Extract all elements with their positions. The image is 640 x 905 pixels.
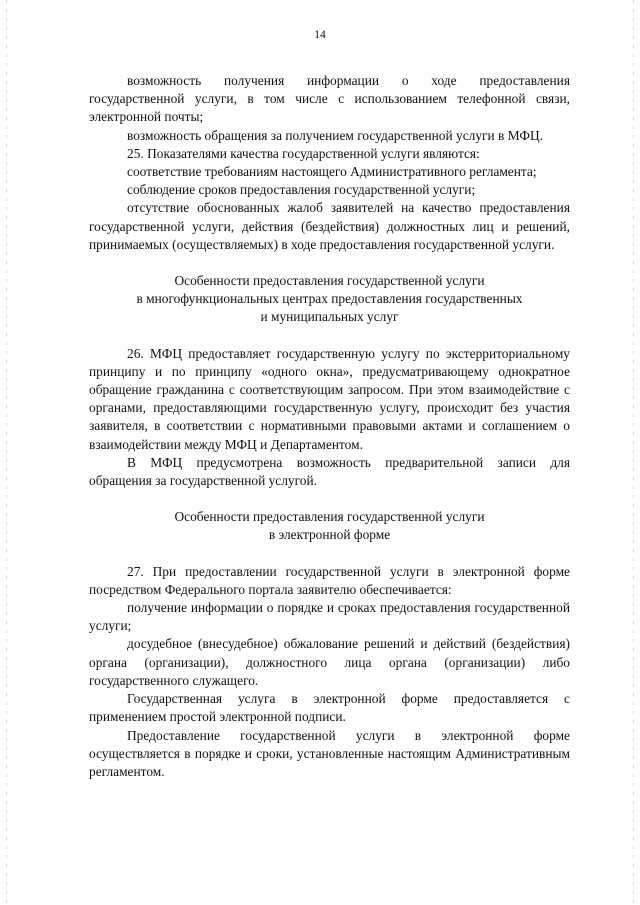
heading-line: Особенности предоставления государственной услуги (174, 273, 485, 289)
paragraph: соблюдение сроков предоставления государственной услуги; (127, 182, 476, 198)
page-number: 14 (314, 29, 326, 41)
heading-line: и муниципальных услуг (260, 309, 399, 325)
paragraph: Государственная услуга в электронной форме предоставляется с применением простой электронной подписи. (89, 691, 570, 725)
section-heading-mfc (89, 272, 570, 327)
paragraph: отсутствие обоснованных жалоб заявителей на качество предоставления государственной услуги, действия (бездействия) должностных лиц и решений, принимаемых (осуществляемых) в ходе предоставления государственной услуги. (89, 200, 570, 252)
paragraph-item-27: 27. При предоставлении государственной услуги в электронной форме посредством Федерального портала заявителю обеспечивается: (89, 563, 570, 597)
paragraph-item-25: 25. Показателями качества государственной услуги являются: (127, 145, 480, 161)
heading-line: в многофункциональных центрах предоставления государственных (136, 291, 523, 307)
paragraph-item-26: 26. МФЦ предоставляет государственную услугу по экстерриториальному принципу и по принципу «одного окна», предусматривающему однократное обращение гражданина с соответствующим запросом. При этом взаимодействие с органами, предоставляющими государственную услугу, происходит без участия заявителя, в соответствии с нормативными правовыми актами и соглашением о взаимодействии между МФЦ и Департаментом. (89, 345, 570, 452)
paragraph: В МФЦ предусмотрена возможность предварительной записи для обращения за государственной услугой. (89, 454, 570, 489)
heading-line: Особенности предоставления государственной услуги (174, 509, 485, 525)
scan-edge-right (633, 0, 634, 905)
paragraph: получение информации о порядке и сроках предоставления государственной услуги; (89, 600, 570, 634)
paragraph: досудебное (внесудебное) обжалование решений и действий (бездействия) органа (организации), должностного лица органа (организации) либо государственного служащего. (89, 636, 570, 688)
heading-line: в электронной форме (268, 527, 391, 543)
paragraph: соответствие требованиям настоящего Административного регламента; (127, 164, 537, 180)
scan-edge-left (6, 0, 7, 905)
document-body (89, 72, 570, 781)
paragraph: возможность обращения за получением государственной услуги в МФЦ. (127, 127, 544, 143)
paragraph: Предоставление государственной услуги в электронной форме осуществляется в порядке и сроки, установленные настоящим Административным регламентом. (89, 727, 570, 779)
section-heading-electronic (89, 508, 570, 544)
paragraph: возможность получения информации о ходе предоставления государственной услуги, в том числе с использованием телефонной связи, электронной почты; (89, 73, 570, 125)
